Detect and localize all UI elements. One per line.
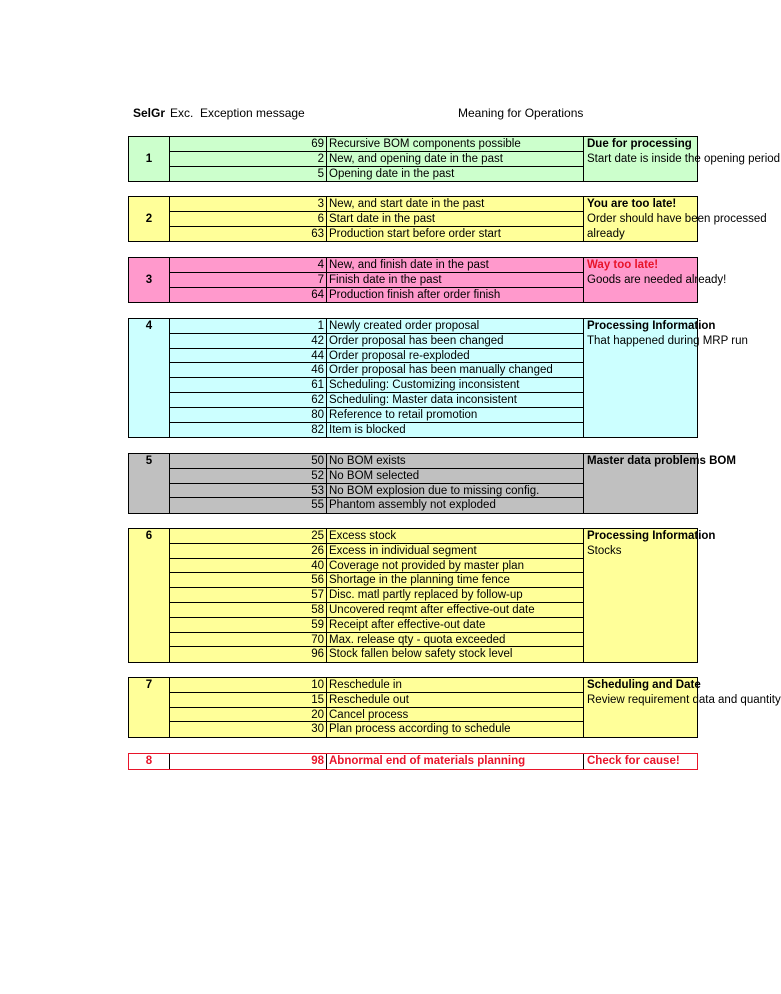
group-number: 3 [145,273,153,286]
exception-message: Start date in the past [327,212,583,227]
exception-message-column [327,137,584,181]
exception-message: No BOM selected [327,469,583,484]
exception-message: Order proposal re-exploded [327,349,583,364]
exception-message: Receipt after effective-out date [327,618,583,633]
exception-code: 69 [170,137,326,152]
exception-code: 82 [311,423,324,436]
exception-message: Shortage in the planning time fence [327,573,583,588]
exception-code: 80 [170,408,326,423]
exception-code: 58 [170,603,326,618]
exception-message-column [327,258,584,302]
meaning-line: Review requirement data and quantity [587,693,781,706]
exception-message: Recursive BOM components possible [327,137,583,152]
exception-code: 5 [317,167,324,180]
exception-code-column [170,137,327,181]
exception-message: Abnormal end of materials planning [329,755,526,767]
meaning-title: Processing Information [587,530,716,542]
exception-message-column [327,319,584,437]
exception-message: Item is blocked [329,423,406,436]
group-number: 8 [145,755,153,767]
exception-message: Scheduling: Master data inconsistent [327,393,583,408]
group-number: 7 [145,679,153,691]
exception-code-column [170,678,327,737]
group-number-cell [129,529,170,662]
exception-message: Cancel process [327,708,583,723]
exception-code: 44 [170,349,326,364]
exception-message: Scheduling: Customizing inconsistent [327,378,583,393]
meaning-title: Master data problems BOM [587,455,736,467]
group-number-cell [129,137,170,181]
exception-code: 59 [170,618,326,633]
meaning-title: Check for cause! [587,755,680,767]
exception-message: Order proposal has been manually changed [327,363,583,378]
exception-code: 20 [170,708,326,723]
exception-message: No BOM explosion due to missing config. [327,484,583,499]
exception-code-column [170,319,327,437]
group-5 [128,453,736,514]
exception-code: 40 [170,559,326,574]
group-number: 1 [145,152,153,165]
group-number: 4 [145,320,153,332]
exception-code-column [170,454,327,513]
meaning-title: Way too late! [587,259,659,271]
meaning-line: Goods are needed already! [587,273,727,286]
exception-code: 25 [170,529,326,544]
group-8 [128,753,698,770]
meaning-line: That happened during MRP run [587,334,748,347]
exception-message: Production start before order start [329,227,501,240]
exception-code: 26 [170,544,326,559]
header-exception-message: Exception message [200,106,305,120]
group-1 [128,136,781,182]
exception-message: Production finish after order finish [329,288,501,301]
meaning-column [585,529,716,662]
exception-message: Excess in individual segment [327,544,583,559]
exception-message: Plan process according to schedule [329,723,511,736]
group-2 [128,196,767,242]
exception-code: 3 [170,197,326,212]
exception-message: Coverage not provided by master plan [327,559,583,574]
group-3 [128,257,727,303]
meaning-column [585,258,727,302]
group-6 [128,528,716,663]
exception-message-column [327,678,584,737]
meaning-line: Start date is inside the opening period [587,152,781,165]
exception-message: Phantom assembly not exploded [329,499,496,512]
group-number: 2 [145,212,153,225]
exception-code: 52 [170,469,326,484]
exception-message: Reference to retail promotion [327,408,583,423]
group-7 [128,677,781,738]
meaning-column [585,319,748,437]
meaning-column [585,454,736,513]
meaning-title: You are too late! [587,198,677,210]
group-number-cell [129,197,170,241]
exception-code: 10 [170,678,326,693]
exception-code: 70 [170,633,326,648]
exception-code: 62 [170,393,326,408]
exception-message: Opening date in the past [329,167,455,180]
meaning-column [585,678,781,737]
exception-message: Stock fallen below safety stock level [329,648,513,661]
exception-code-column [170,754,327,769]
exception-code: 2 [170,152,326,167]
exception-message: Reschedule out [327,693,583,708]
meaning-column [585,197,767,241]
exception-message-column [327,454,584,513]
exception-code: 96 [311,648,324,661]
group-number: 6 [145,530,153,542]
header-meaning: Meaning for Operations [458,106,584,120]
exception-message-column [327,197,584,241]
exception-code-column [170,197,327,241]
exception-message: Reschedule in [327,678,583,693]
exception-code: 4 [170,258,326,273]
header-selgr: SelGr [133,106,166,120]
exception-message: Order proposal has been changed [327,334,583,349]
exception-message: Max. release qty - quota exceeded [327,633,583,648]
exception-message: Uncovered reqmt after effective-out date [327,603,583,618]
exception-code: 30 [311,723,324,736]
meaning-title: Scheduling and Date [587,679,701,691]
exception-message: Excess stock [327,529,583,544]
exception-code: 50 [170,454,326,469]
exception-code-column [170,258,327,302]
meaning-title: Due for processing [587,138,692,150]
group-number-cell [129,678,170,737]
group-number-cell [129,454,170,513]
meaning-column [585,754,697,769]
exception-code-column [170,529,327,662]
exception-message-column [327,529,584,662]
exception-code: 15 [170,693,326,708]
meaning-column [585,137,781,181]
exception-message: Newly created order proposal [327,319,583,334]
meaning-title: Processing Information [587,320,716,332]
exception-code: 1 [170,319,326,334]
group-number: 5 [145,455,153,467]
exception-code: 55 [311,499,324,512]
exception-code: 42 [170,334,326,349]
exception-message: New, and opening date in the past [327,152,583,167]
exception-code: 63 [311,227,324,240]
exception-code: 64 [311,288,324,301]
group-number-cell [129,258,170,302]
exception-code: 57 [170,588,326,603]
exception-code: 7 [170,273,326,288]
exception-message: No BOM exists [327,454,583,469]
exception-code: 61 [170,378,326,393]
header-exc: Exc. [170,106,194,120]
meaning-line: Order should have been processed [587,212,767,225]
exception-code: 98 [311,755,324,767]
exception-code: 53 [170,484,326,499]
exception-message: Finish date in the past [327,273,583,288]
group-number-cell [129,754,170,769]
exception-message: New, and finish date in the past [327,258,583,273]
meaning-line: Stocks [587,544,622,557]
group-4 [128,318,748,438]
exception-code: 6 [170,212,326,227]
exception-message: Disc. matl partly replaced by follow-up [327,588,583,603]
exception-code: 56 [170,573,326,588]
exception-message: New, and start date in the past [327,197,583,212]
meaning-line: already [587,227,625,240]
group-number-cell [129,319,170,437]
exception-message-column [327,754,584,769]
exception-code: 46 [170,363,326,378]
